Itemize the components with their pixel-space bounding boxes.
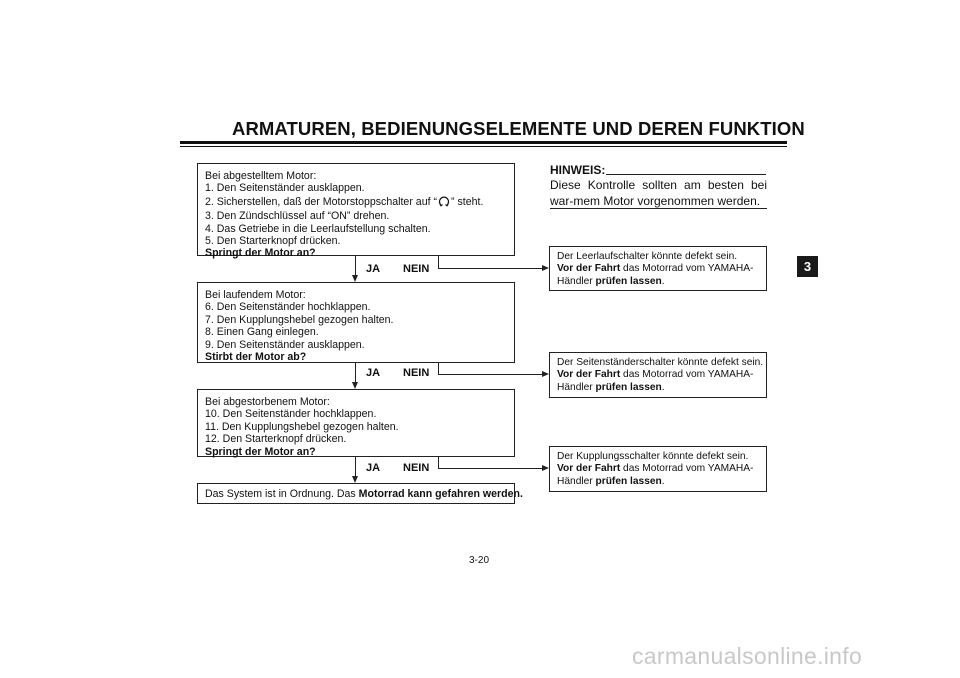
step1-line: 3. Den Zündschlüssel auf “ON” drehen.: [205, 210, 390, 223]
final-text: Das System ist in Ordnung. Das Motorrad kann gefahren werden.: [205, 488, 523, 500]
step1-line: 1. Den Seitenständer ausklappen.: [205, 182, 365, 195]
step2-line: 8. Einen Gang einlegen.: [205, 326, 319, 339]
hinweis-rule: [606, 174, 766, 175]
no-label: NEIN: [403, 462, 430, 474]
yes-label: JA: [366, 367, 381, 379]
step3-line: Bei abgestorbenem Motor:: [205, 396, 330, 408]
step2-line: 7. Den Kupplungshebel gezogen halten.: [205, 313, 394, 326]
hinweis-label: HINWEIS:: [550, 163, 606, 177]
header-rule: [180, 141, 787, 144]
yes-connector: [355, 457, 356, 477]
no-label: NEIN: [403, 367, 430, 379]
step2-box: [197, 282, 515, 363]
arrow-down-icon: [352, 382, 358, 389]
yes-connector: [355, 363, 356, 383]
no-connector: [438, 268, 542, 269]
step3-box: [197, 389, 515, 457]
fault-text: Vor der Fahrt das Motorrad vom YAMAHA-: [557, 463, 754, 475]
yes-label: JA: [366, 263, 381, 275]
step2-line: 6. Den Seitenständer hochklappen.: [205, 301, 371, 314]
step3-question: Springt der Motor an?: [205, 445, 316, 458]
yes-connector: [355, 256, 356, 276]
page-title: ARMATUREN, BEDIENUNGSELEMENTE UND DEREN FUNKTION: [232, 118, 805, 139]
hinweis-text: Diese Kontrolle sollten am besten bei war-mem Motor vorgenommen werden.: [550, 178, 767, 208]
fault-text: Der Leerlaufschalter könnte defekt sein.: [557, 251, 738, 262]
step2-line: Bei laufendem Motor:: [205, 289, 306, 301]
arrow-down-icon: [352, 476, 358, 483]
fault-box-clutch: [549, 446, 767, 492]
hinweis-rule-bottom: [550, 208, 767, 209]
fault-box-sidestand: [549, 352, 767, 398]
fault-text: Vor der Fahrt das Motorrad vom YAMAHA-: [557, 369, 754, 381]
step1-box: [197, 163, 515, 260]
watermark: carmanualsonline.info: [632, 643, 863, 669]
step2-question: Stirbt der Motor ab?: [205, 351, 307, 364]
no-connector: [438, 457, 439, 468]
arrow-right-icon: [542, 265, 549, 271]
final-box: [197, 483, 523, 504]
step3-line: 10. Den Seitenständer hochklappen.: [205, 408, 377, 421]
fault-text: Händler prüfen lassen.: [557, 381, 665, 393]
fault-box-neutral: [549, 246, 767, 291]
fault-text: Vor der Fahrt das Motorrad vom YAMAHA-: [557, 263, 754, 275]
chapter-tab: 3: [797, 256, 818, 277]
step1-question: Springt der Motor an?: [205, 247, 316, 260]
fault-text: Der Seitenständerschalter könnte defekt sein.: [557, 357, 764, 368]
page-number: 3-20: [469, 555, 490, 566]
step1-line: 4. Das Getriebe in die Leerlaufstellung schalten.: [205, 222, 431, 235]
no-label: NEIN: [403, 263, 430, 275]
step1-line: 5. Den Starterknopf drücken.: [205, 235, 341, 248]
step2-line: 9. Den Seitenständer ausklappen.: [205, 338, 365, 351]
yes-label: JA: [366, 462, 381, 474]
fault-text: Der Kupplungsschalter könnte defekt sein.: [557, 451, 749, 462]
no-connector: [438, 468, 542, 469]
step3-line: 11. Den Kupplungshebel gezogen halten.: [205, 420, 399, 433]
no-connector: [438, 374, 542, 375]
fault-text: Händler prüfen lassen.: [557, 275, 665, 287]
step1-line: Bei abgestelltem Motor:: [205, 170, 317, 182]
fault-text: Händler prüfen lassen.: [557, 475, 665, 487]
arrow-right-icon: [542, 371, 549, 377]
arrow-right-icon: [542, 465, 549, 471]
engine-stop-run-icon: [438, 195, 450, 210]
header-rule-thin: [180, 146, 787, 147]
no-connector: [438, 363, 439, 374]
arrow-down-icon: [352, 275, 358, 282]
step1-line: 2. Sicherstellen, daß der Motorstoppschalter auf “ ” steht.: [205, 195, 514, 210]
step3-line: 12. Den Starterknopf drücken.: [205, 433, 347, 446]
